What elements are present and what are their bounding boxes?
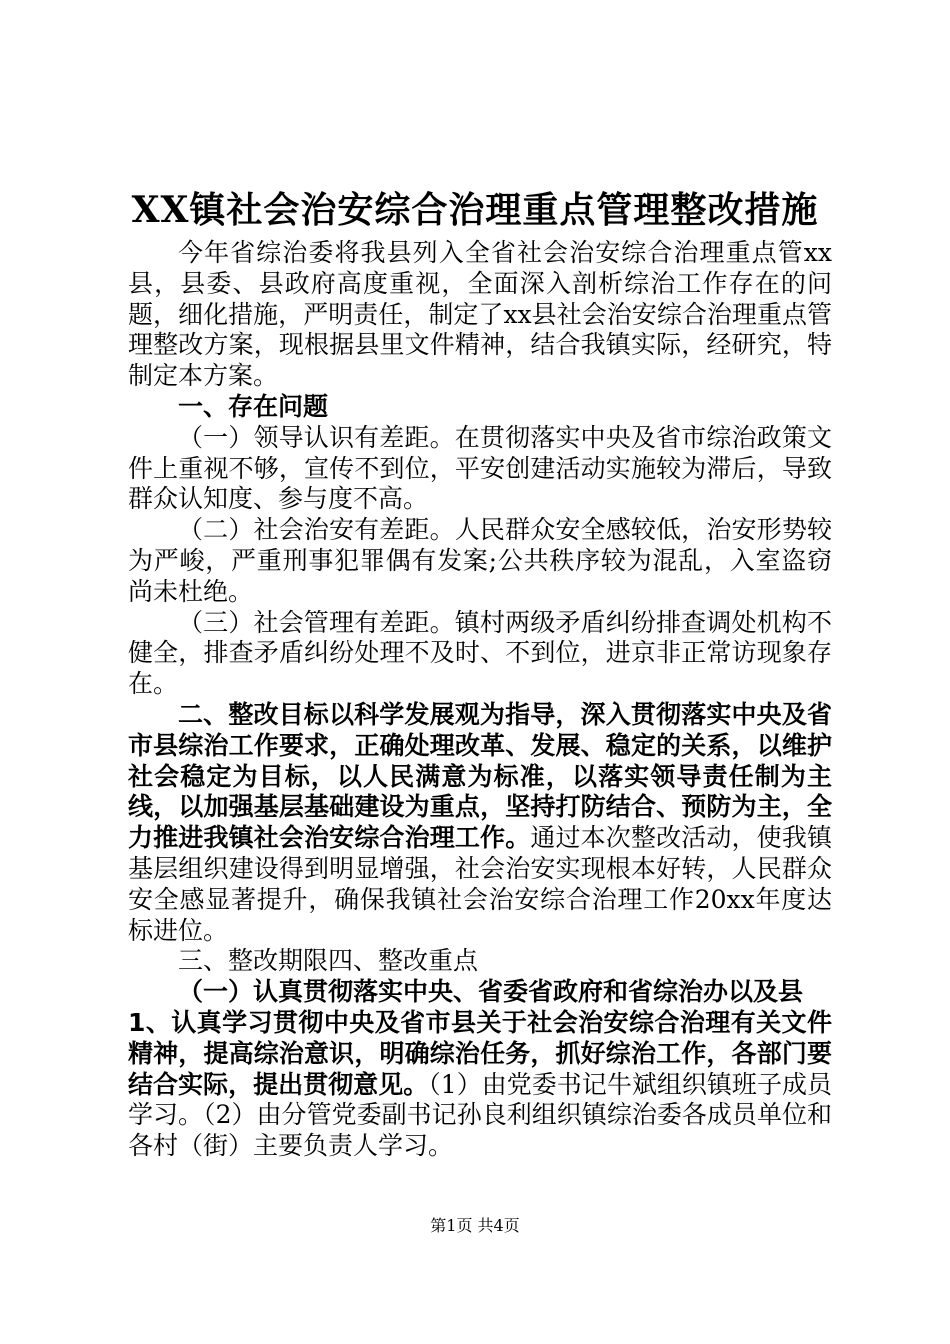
section-2-text: 通过本次整改活动，使我镇基层组织建设得到明显增强，社会治安实现根本好转，人民群众安全感显著提升，确保我镇社会治安综合治理工作20xx年度达标进位。 (128, 823, 832, 945)
document-body (128, 238, 832, 1162)
section-2-bold-text: 二、整改目标以科学发展观为指导，深入贯彻落实中央及省市县综治工作要求，正确处理改革、发展、稳定的关系，以维护社会稳定为目标，以人民满意为标准，以落实领导责任制为主线，以加强基层基础建设为重点，坚持打防结合、预防为主，全力推进我镇社会治安综合治理工作。 (128, 699, 832, 853)
intro-paragraph: 今年省综治委将我县列入全省社会治安综合治理重点管xx县，县委、县政府高度重视，全面深入剖析综治工作存在的问题，细化措施，严明责任，制定了xx县社会治安综合治理重点管理整改方案，现根据县里文件精神，结合我镇实际，经研究，特制定本方案。 (128, 238, 832, 391)
point-1-text: （1）由党委书记牛斌组织镇班子成员学习。（2）由分管党委副书记孙良利组织镇综治委各成员单位和各村（街）主要负责人学习。 (128, 1069, 832, 1161)
item-2-lead: （二）社会治安有差距。 (178, 515, 455, 545)
point-1-bold-text: 1、认真学习贯彻中央及省市县关于社会治安综合治理有关文件精神，提高综治意识，明确综治任务，抓好综治工作，各部门要结合实际，提出贯彻意见。 (128, 1007, 832, 1099)
item-1-lead: （一）领导认识有差距。 (178, 422, 455, 452)
item-2-text: 人民群众安全感较低，治安形势较为严峻，严重刑事犯罪偶有发案;公共秩序较为混乱，入室盗窃尚未杜绝。 (128, 515, 832, 606)
section-4-point-1 (128, 1008, 832, 1162)
section-1-item-2 (128, 515, 832, 607)
section-3-heading: 三、整改期限四、整改重点 (178, 946, 479, 976)
page-number: 第1页 共4页 (430, 1216, 520, 1235)
item-3-text: 镇村两级矛盾纠纷排查调处机构不健全，排查矛盾纠纷处理不及时、不到位，进京非正常访现象存在。 (128, 607, 832, 699)
item-1-text: 在贯彻落实中央及省市综治政策文件上重视不够，宣传不到位，平安创建活动实施较为滞后，导致群众认知度、参与度不高。 (128, 422, 832, 514)
section-1-item-3 (128, 608, 832, 700)
document-title: XX镇社会治安综合治理重点管理整改措施 (131, 189, 819, 231)
item-3-lead: （三）社会管理有差距。 (178, 607, 455, 637)
section-4-item-1: （一）认真贯彻落实中央、省委省政府和省综治办以及县 (178, 977, 804, 1007)
section-1-heading: 一、存在问题 (178, 391, 329, 421)
section-2-paragraph (128, 700, 832, 946)
section-1-item-1 (128, 423, 832, 515)
